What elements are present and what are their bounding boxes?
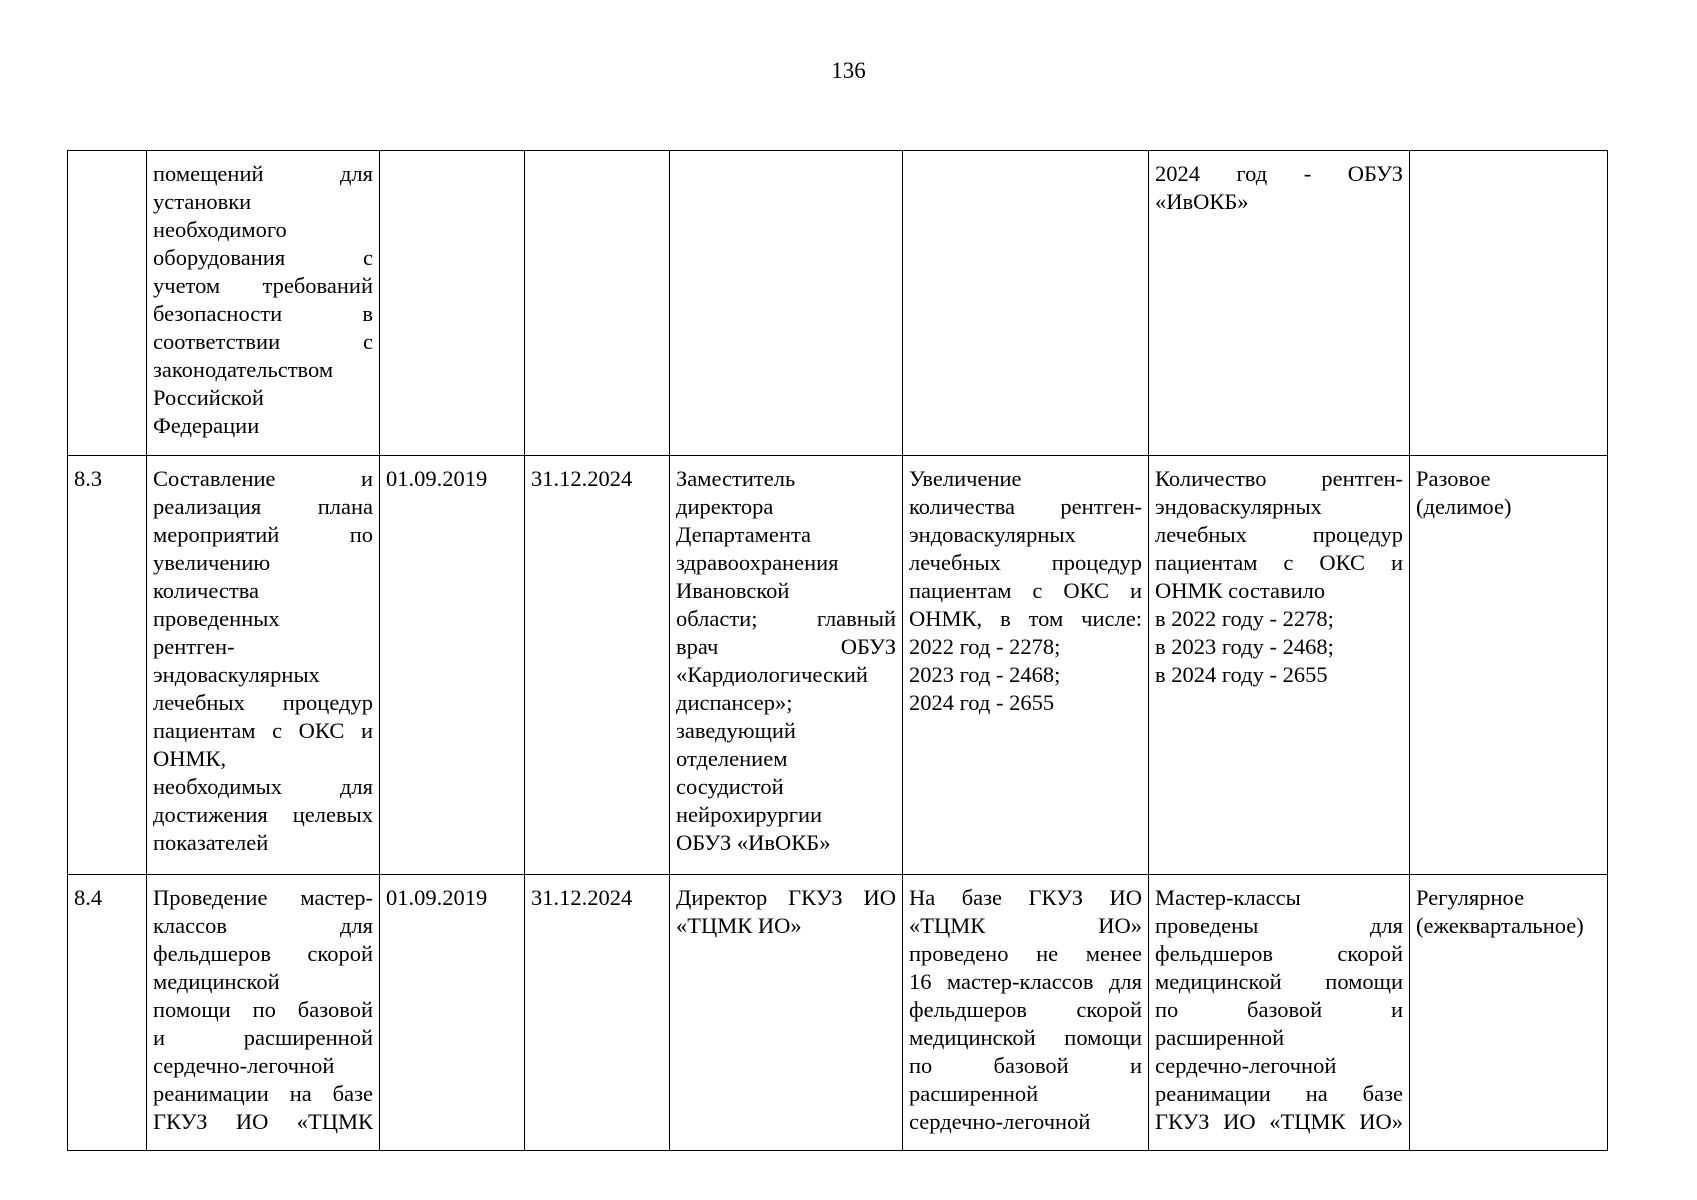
cell-text-line: «ТЦМК ИО»	[676, 913, 802, 938]
cell-text-line: соответствии с	[153, 329, 373, 354]
cell-text-line: фельдшеров скорой	[909, 997, 1142, 1022]
cell-type	[1410, 151, 1608, 456]
cell-text-line: расширенной	[909, 1081, 1039, 1106]
cell-text-line: пациентам с ОКС и	[909, 578, 1142, 603]
cell-text-line: помещений для	[153, 161, 373, 186]
cell-end-date: 31.12.2024	[525, 456, 670, 875]
cell-text-line: показателей	[153, 830, 269, 855]
cell-text-line: ГКУЗ ИО «ТЦМК	[153, 1109, 373, 1134]
cell-text-line: реанимации на базе	[1155, 1081, 1403, 1106]
cell-text-line: увеличению	[153, 550, 271, 575]
cell-indicator	[1149, 875, 1410, 1151]
cell-text-line: в 2022 году - 2278;	[1155, 606, 1334, 631]
cell-text-line: лечебных процедур	[153, 690, 373, 715]
cell-text-line: лечебных процедур	[909, 550, 1142, 575]
cell-text-line: Увеличение	[909, 466, 1022, 491]
cell-number: 8.4	[68, 875, 147, 1151]
cell-event	[147, 151, 380, 456]
cell-text-line: Ивановской	[676, 578, 790, 603]
cell-text-line: классов для	[153, 913, 373, 938]
table-row	[68, 875, 1608, 1151]
table-row	[68, 456, 1608, 875]
cell-number: 8.3	[68, 456, 147, 875]
cell-text-line: врач ОБУЗ	[676, 634, 896, 659]
cell-text-line: лечебных процедур	[1155, 522, 1403, 547]
cell-text-line: «Кардиологический	[676, 662, 868, 687]
cell-result	[903, 875, 1149, 1151]
cell-text-line: количества рентген-	[909, 494, 1142, 519]
cell-text-line: Разовое	[1416, 466, 1491, 491]
cell-text-line: Департамента	[676, 522, 812, 547]
cell-text-line: Директор ГКУЗ ИО	[676, 885, 896, 910]
cell-text-line: области; главный	[676, 606, 896, 631]
cell-text-line: (делимое)	[1416, 494, 1512, 519]
cell-text-line: 2024 год - ОБУЗ	[1155, 161, 1403, 186]
cell-text-line: «ИвОКБ»	[1155, 189, 1249, 214]
cell-text-line: Составление и	[153, 466, 373, 491]
cell-text-line: эндоваскулярных	[909, 522, 1076, 547]
cell-text-line: нейрохирургии	[676, 802, 823, 827]
cell-text-line: ГКУЗ ИО «ТЦМК ИО»	[1155, 1109, 1403, 1134]
cell-text-line: заведующий	[676, 718, 796, 743]
cell-result	[903, 151, 1149, 456]
cell-text-line: ОНМК, в том числе:	[909, 606, 1142, 631]
cell-text-line: Количество рентген-	[1155, 466, 1403, 491]
cell-text-line: фельдшеров скорой	[153, 941, 373, 966]
cell-text-line: сердечно-легочной	[1155, 1053, 1337, 1078]
cell-event	[147, 456, 380, 875]
measures-table	[67, 150, 1608, 1151]
cell-text-line: количества	[153, 578, 260, 603]
cell-text-line: Регулярное	[1416, 885, 1525, 910]
cell-text-line: и расширенной	[153, 1025, 373, 1050]
cell-text-line: ОБУЗ «ИвОКБ»	[676, 830, 831, 855]
cell-text-line: сердечно-легочной	[909, 1109, 1091, 1134]
cell-text-line: 2022 год - 2278;	[909, 634, 1061, 659]
cell-text-line: законодательством	[153, 357, 334, 382]
cell-text-line: по базовой и	[909, 1053, 1142, 1078]
cell-text-line: пациентам с ОКС и	[153, 718, 373, 743]
cell-text-line: реанимации на базе	[153, 1081, 373, 1106]
cell-text-line: эндоваскулярных	[1155, 494, 1322, 519]
cell-text-line: проведены для	[1155, 913, 1403, 938]
cell-text-line: «ТЦМК ИО»	[909, 913, 1142, 938]
cell-text-line: в 2023 году - 2468;	[1155, 634, 1334, 659]
cell-text-line: здравоохранения	[676, 550, 839, 575]
cell-text-line: рентген-	[153, 634, 235, 659]
cell-responsible	[670, 875, 903, 1151]
cell-text-line: Проведение мастер-	[153, 885, 373, 910]
cell-text-line: необходимого	[153, 217, 287, 242]
cell-text-line: эндоваскулярных	[153, 662, 320, 687]
cell-text-line: диспансер»;	[676, 690, 793, 715]
cell-text-line: по базовой и	[1155, 997, 1403, 1022]
cell-text-line: необходимых для	[153, 774, 373, 799]
cell-text-line: безопасности в	[153, 301, 373, 326]
cell-text-line: фельдшеров скорой	[1155, 941, 1403, 966]
cell-end-date: 31.12.2024	[525, 875, 670, 1151]
cell-text-line: установки	[153, 189, 252, 214]
cell-responsible	[670, 456, 903, 875]
cell-end-date	[525, 151, 670, 456]
cell-text-line: Мастер-классы	[1155, 885, 1301, 910]
cell-text-line: На базе ГКУЗ ИО	[909, 885, 1142, 910]
cell-text-line: проведенных	[153, 606, 280, 631]
cell-indicator	[1149, 456, 1410, 875]
cell-event	[147, 875, 380, 1151]
cell-number	[68, 151, 147, 456]
cell-text-line: сосудистой	[676, 774, 784, 799]
cell-text-line: отделением	[676, 746, 788, 771]
cell-text-line: Федерации	[153, 413, 260, 438]
cell-start-date	[380, 151, 525, 456]
cell-start-date: 01.09.2019	[380, 875, 525, 1151]
cell-text-line: медицинской помощи	[909, 1025, 1142, 1050]
cell-text-line: Российской	[153, 385, 264, 410]
cell-text-line: 2024 год - 2655	[909, 690, 1055, 715]
cell-text-line: проведено не менее	[909, 941, 1142, 966]
cell-text-line: директора	[676, 494, 774, 519]
cell-text-line: расширенной	[1155, 1025, 1285, 1050]
cell-responsible	[670, 151, 903, 456]
cell-text-line: помощи по базовой	[153, 997, 373, 1022]
cell-text-line: пациентам с ОКС и	[1155, 550, 1403, 575]
cell-type	[1410, 875, 1608, 1151]
page-number: 136	[831, 58, 866, 83]
cell-text-line: медицинской	[153, 969, 280, 994]
cell-result	[903, 456, 1149, 875]
cell-text-line: ОНМК,	[153, 746, 227, 771]
cell-text-line: медицинской помощи	[1155, 969, 1403, 994]
cell-text-line: в 2024 году - 2655	[1155, 662, 1328, 687]
cell-start-date: 01.09.2019	[380, 456, 525, 875]
cell-text-line: ОНМК составило	[1155, 578, 1326, 603]
cell-indicator	[1149, 151, 1410, 456]
cell-text-line: достижения целевых	[153, 802, 373, 827]
cell-text-line: сердечно-легочной	[153, 1053, 335, 1078]
cell-text-line: реализация плана	[153, 494, 373, 519]
table-row	[68, 151, 1608, 456]
cell-text-line: мероприятий по	[153, 522, 373, 547]
cell-text-line: оборудования с	[153, 245, 373, 270]
cell-type	[1410, 456, 1608, 875]
cell-text-line: учетом требований	[153, 273, 373, 298]
cell-text-line: 16 мастер-классов для	[909, 969, 1142, 994]
cell-text-line: (ежеквартальное)	[1416, 913, 1584, 938]
cell-text-line: 2023 год - 2468;	[909, 662, 1061, 687]
cell-text-line: Заместитель	[676, 466, 796, 491]
